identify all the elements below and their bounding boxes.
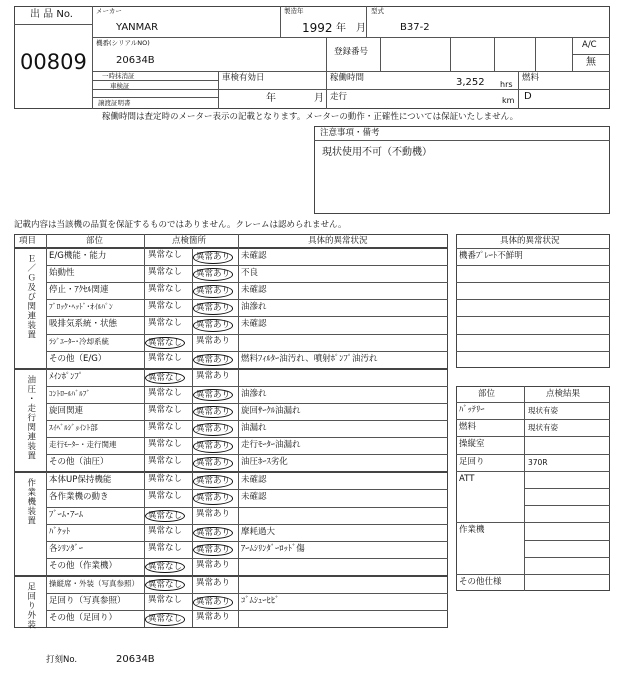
check-ok[interactable]: 異常なし [148, 456, 183, 467]
result-part: 燃料 [459, 422, 477, 433]
row-detail: 油圧ﾎｰｽ劣化 [241, 457, 288, 468]
row-part: ﾗｼﾞｴｰﾀｰ･冷却系統 [49, 336, 109, 346]
row-part: 各ｼﾘﾝﾀﾞｰ [49, 543, 84, 554]
row-part: 走行ﾓｰﾀｰ・走行関連 [49, 440, 117, 450]
right-top-row: 機番ﾌﾟﾚｰﾄ不鮮明 [459, 251, 523, 261]
check-ng[interactable]: 異常あり [193, 268, 233, 281]
ac-label: A/C [582, 40, 597, 50]
row-part: ﾒｲﾝﾎﾟﾝﾌﾟ [49, 371, 84, 382]
check-ok[interactable]: 異常なし [148, 491, 183, 502]
check-ok[interactable]: 異常なし [148, 387, 183, 398]
row-detail: 摩耗過大 [241, 526, 276, 537]
row-detail: 未確認 [241, 251, 267, 261]
check-ng[interactable]: 異常あり [193, 544, 233, 557]
fuel-value: D [524, 91, 532, 102]
inspection-label: 車検有効日 [222, 73, 265, 83]
year-value: 1992 [302, 21, 333, 35]
check-ok[interactable]: 異常なし [145, 510, 185, 523]
row-part: 足回り（写真参照） [49, 596, 126, 606]
notes-title: 注意事項・備考 [320, 128, 380, 138]
row-detail: 燃料ﾌｨﾙﾀｰ油汚れ、噴射ﾎﾟﾝﾌﾟ油汚れ [241, 353, 378, 364]
check-ok[interactable]: 異常なし [148, 439, 183, 450]
row-detail: 未確認 [241, 319, 267, 330]
check-ng[interactable]: 異常あり [196, 370, 231, 381]
check-ok[interactable]: 異常なし [148, 404, 183, 415]
check-ng[interactable]: 異常あり [196, 335, 231, 346]
check-ng[interactable]: 異常あり [193, 492, 233, 505]
check-ok[interactable]: 異常なし [145, 372, 185, 385]
check-ok[interactable]: 異常なし [145, 613, 185, 626]
check-ng[interactable]: 異常あり [193, 457, 233, 470]
col-detail: 具体的異常状況 [308, 236, 368, 246]
hours-label: 稼働時間 [330, 73, 365, 83]
fuel-label: 燃料 [522, 73, 540, 83]
result-part: ﾊﾞｯﾃﾘｰ [459, 405, 485, 415]
check-ok[interactable]: 異常なし [148, 422, 183, 432]
check-ng[interactable]: 異常あり [193, 302, 233, 315]
check-ok[interactable]: 異常なし [148, 250, 183, 260]
row-detail: 未確認 [241, 475, 267, 486]
check-ng[interactable]: 異常あり [193, 389, 233, 402]
row-part: その他（足回り） [49, 613, 118, 624]
row-part: ﾌﾞｰﾑ･ｱｰﾑ [49, 509, 84, 520]
check-ng[interactable]: 異常あり [193, 406, 233, 419]
year-label: 製造年 [284, 7, 304, 15]
row-detail: ｱｰﾑｼﾘﾝﾀﾞｰﾛｯﾄﾞ傷 [241, 543, 305, 554]
check-ng[interactable]: 異常あり [193, 440, 233, 453]
row-part: その他（E/G） [49, 353, 107, 364]
row-part: 操縦席・外装（写真参照） [49, 578, 139, 588]
maker-value: YANMAR [116, 22, 159, 33]
check-ok[interactable]: 異常なし [145, 561, 185, 574]
row-part: 各作業機の動き [49, 492, 109, 503]
col-part: 部位 [86, 236, 104, 246]
row-detail: 油漏れ [241, 423, 267, 433]
check-ok[interactable]: 異常なし [148, 474, 183, 485]
row-part: ｽｲﾍﾞﾙｼﾞｮｲﾝﾄ部 [49, 423, 98, 432]
check-ok[interactable]: 異常なし [145, 337, 185, 350]
hours-unit: hrs [500, 80, 513, 89]
row-detail: 未確認 [241, 492, 267, 503]
check-ng[interactable]: 異常あり [193, 527, 233, 540]
row-part: ﾌﾞﾛｯｸ･ﾍｯﾄﾞ･ｵｲﾙﾊﾟﾝ [49, 302, 113, 312]
reg-label: 登録番号 [334, 47, 369, 57]
right-top-title: 具体的異常状況 [500, 236, 560, 246]
temp-cert-label: 一時抹消証 [102, 72, 135, 80]
row-part: 吸排気系統・状態 [49, 319, 118, 330]
row-part: E/G機能・能力 [49, 251, 107, 261]
row-part: 始動性 [49, 268, 75, 279]
result-value: 370R [528, 457, 548, 467]
check-ok[interactable]: 異常なし [148, 267, 183, 278]
check-ok[interactable]: 異常なし [148, 525, 183, 536]
check-ng[interactable]: 異常あり [193, 319, 233, 332]
model-value: B37-2 [400, 22, 430, 33]
col-check: 点検箇所 [172, 236, 207, 246]
check-ng[interactable]: 異常あり [193, 596, 233, 609]
insp-nen: 年 [266, 93, 276, 104]
maker-label: メーカー [96, 7, 122, 15]
km-label: 走行 [330, 92, 348, 102]
col-item: 項目 [19, 236, 37, 246]
row-detail: ｺﾞﾑｼｭｰﾋﾋﾞ [241, 596, 280, 606]
km-unit: km [502, 96, 515, 105]
result-part: 操縦室 [459, 439, 485, 450]
group-label: 足回り外装 [25, 581, 36, 630]
vehicle-cert-label: 車検証 [110, 82, 130, 90]
check-ng[interactable]: 異常あり [193, 251, 233, 264]
check-ng[interactable]: 異常あり [196, 577, 231, 588]
result-value: 現状有姿 [528, 406, 558, 415]
disclaimer: 記載内容は当該機の品質を保証するものではありません。クレームは認められません。 [14, 220, 347, 230]
row-detail: 油滲れ [241, 388, 267, 399]
row-part: 停止・ｱｸｾﾙ関連 [49, 285, 109, 296]
row-detail: 油滲れ [241, 302, 267, 313]
check-ng[interactable]: 異常あり [193, 285, 233, 298]
year-unit-nen: 年 [336, 23, 346, 34]
ac-value: 無 [586, 57, 596, 68]
check-ng[interactable]: 異常あり [196, 612, 231, 623]
check-ok[interactable]: 異常なし [148, 318, 183, 329]
stamp-label: 打刻No. [46, 655, 78, 665]
check-ng[interactable]: 異常あり [193, 354, 233, 367]
row-part: ｺﾝﾄﾛｰﾙﾊﾞﾙﾌﾞ [49, 388, 91, 398]
row-part: ﾊﾞｹｯﾄ [49, 526, 71, 537]
result-value: 現状有姿 [528, 423, 558, 433]
result-part: その他仕様 [459, 577, 502, 587]
row-detail: 旋回ｻｰｸﾙ油漏れ [241, 405, 301, 416]
model-label: 型式 [371, 7, 384, 15]
hours-note: 稼働時間は査定時のメーター表示の記載となります。メーターの動作・正確性については保証いたしません。 [102, 112, 519, 122]
check-ok[interactable]: 異常なし [148, 542, 183, 553]
check-ng[interactable]: 異常あり [196, 559, 231, 570]
year-unit-tsuki: 月 [356, 23, 366, 34]
check-ng[interactable]: 異常あり [193, 475, 233, 488]
group-label: 作業機装置 [25, 478, 36, 526]
lot-number: 00809 [20, 50, 87, 74]
serial-label: 機番(シリアルNO) [96, 39, 150, 47]
result-part: 足回り [459, 456, 485, 467]
notes-text: 現状使用不可（不動機） [322, 147, 432, 158]
check-ok[interactable]: 異常なし [148, 301, 183, 312]
check-ng[interactable]: 異常あり [193, 423, 233, 436]
check-ok[interactable]: 異常なし [148, 284, 183, 295]
row-part: その他（作業機） [49, 560, 118, 571]
row-detail: 不良 [241, 268, 259, 279]
check-ng[interactable]: 異常あり [196, 508, 231, 519]
row-part: その他（油圧） [49, 457, 109, 468]
usage-cert-label: 譲渡証明書 [98, 99, 131, 107]
group-label: 油圧・走行関連装置 [25, 374, 36, 461]
row-part: 本体UP保持機能 [49, 475, 112, 486]
shuppin-label: 出 品 No. [30, 9, 73, 20]
stamp-value: 20634B [116, 654, 155, 665]
result-part: ATT [459, 473, 475, 484]
right-col-result: 点検結果 [546, 389, 581, 399]
insp-tsuki: 月 [314, 93, 324, 104]
row-detail: 未確認 [241, 285, 267, 296]
table-header-row [14, 234, 448, 248]
hours-value: 3,252 [456, 77, 485, 88]
serial-value: 20634B [116, 55, 155, 66]
check-ok[interactable]: 異常なし [148, 352, 183, 363]
right-col-part: 部位 [478, 389, 496, 399]
check-ok[interactable]: 異常なし [145, 579, 185, 592]
row-part: 旋回関連 [49, 405, 84, 416]
check-ok[interactable]: 異常なし [148, 595, 183, 605]
result-part: 作業機 [459, 525, 485, 536]
group-label: Ｅ／Ｇ及び関連装置 [25, 254, 36, 340]
row-detail: 走行ﾓｰﾀｰ油漏れ [241, 440, 301, 451]
